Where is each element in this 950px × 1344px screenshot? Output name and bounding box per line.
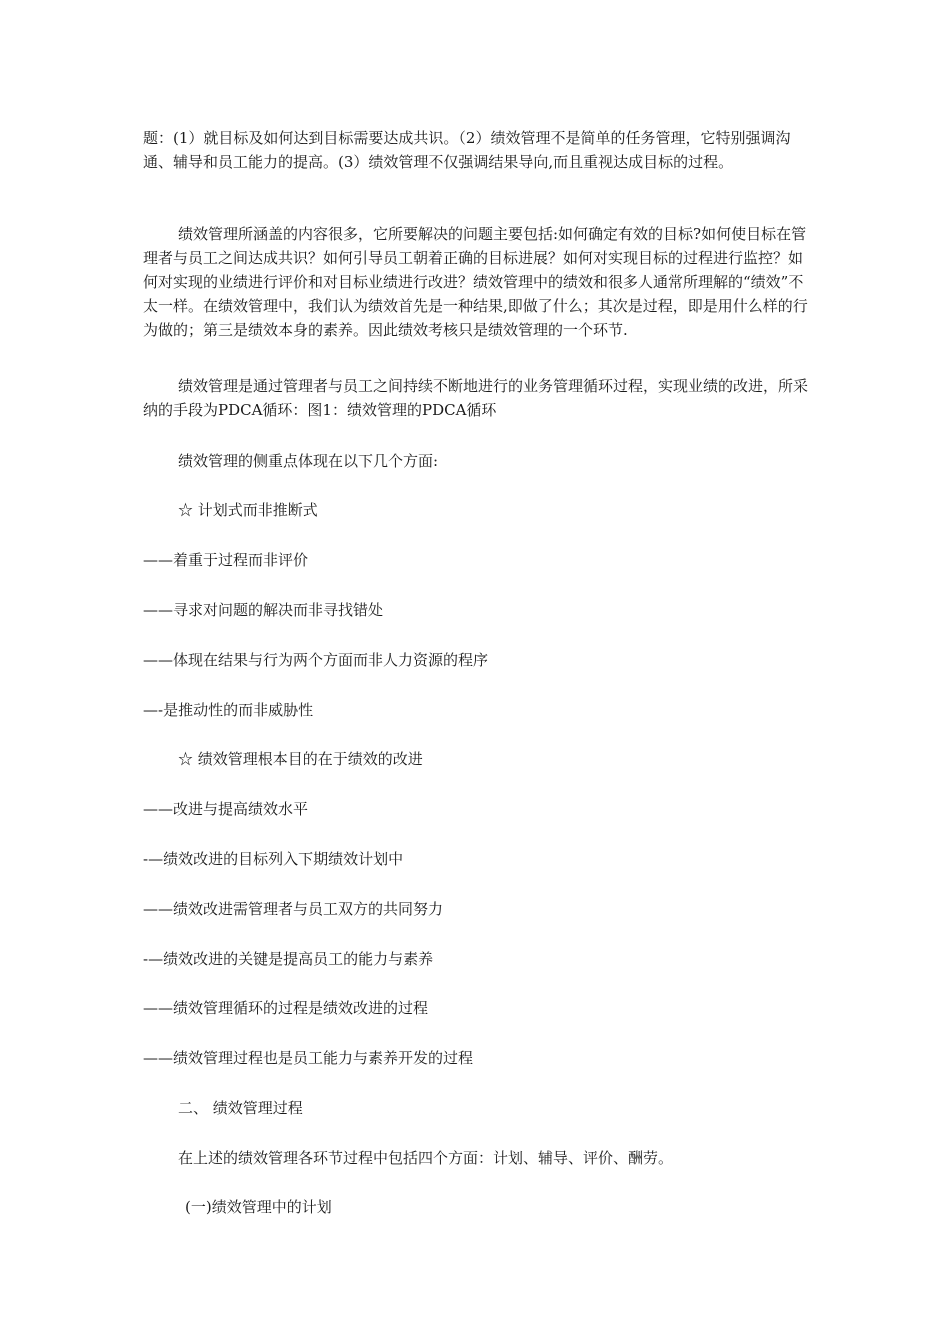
section-intro: 在上述的绩效管理各环节过程中包括四个方面：计划、辅导、评价、酬劳。 [178,1149,674,1167]
list1-item: —-是推动性的而非威胁性 [143,701,314,719]
paragraph-4: 绩效管理的侧重点体现在以下几个方面: [178,452,439,470]
list1-item: ——寻求对问题的解决而非寻找错处 [143,601,384,619]
list1-item: ——着重于过程而非评价 [143,551,309,569]
list2-item: -—绩效改进的目标列入下期绩效计划中 [143,850,404,868]
list2-item: -—绩效改进的关键是提高员工的能力与素养 [143,950,434,968]
paragraph-1: 题：(1）就目标及如何达到目标需要达成共识。（2）绩效管理不是简单的任务管理，它特别强调沟通、辅导和员工能力的提高。(3）绩效管理不仅强调结果导向,而且重视达成目标的过程。 [143,129,791,171]
paragraph-3: 绩效管理是通过管理者与员工之间持续不断地进行的业务管理循环过程，实现业绩的改进，所采纳的手段为PDCA循环：图1：绩效管理的PDCA循环 [143,377,809,419]
list2-item: ——绩效管理过程也是员工能力与素养开发的过程 [143,1049,474,1067]
list2-item: ——绩效管理循环的过程是绩效改进的过程 [143,999,429,1017]
list2-item: ——绩效改进需管理者与员工双方的共同努力 [143,900,444,918]
list2-heading: ☆ 绩效管理根本目的在于绩效的改进 [178,750,423,768]
list1-item: ——体现在结果与行为两个方面而非人力资源的程序 [143,651,489,669]
list2-item: ——改进与提高绩效水平 [143,800,309,818]
subsection-heading: (一)绩效管理中的计划 [185,1198,332,1216]
list1-heading: ☆ 计划式而非推断式 [178,501,318,519]
paragraph-2: 绩效管理所涵盖的内容很多，它所要解决的问题主要包括:如何确定有效的目标?如何使目标在管理者与员工之间达成共识？如何引导员工朝着正确的目标进展？如何对实现目标的过程进行监控？如何对实现的业绩进行评价和对目标业绩进行改进？绩效管理中的绩效和很多人通常所理解的“绩效”不太一样。在绩效管理中，我们认为绩效首先是一种结果,即做了什么；其次是过程，即是用什么样的行为做的；第三是绩效本身的素养。因此绩效考核只是绩效管理的一个环节. [143,225,808,339]
section-heading: 二、 绩效管理过程 [178,1099,303,1117]
